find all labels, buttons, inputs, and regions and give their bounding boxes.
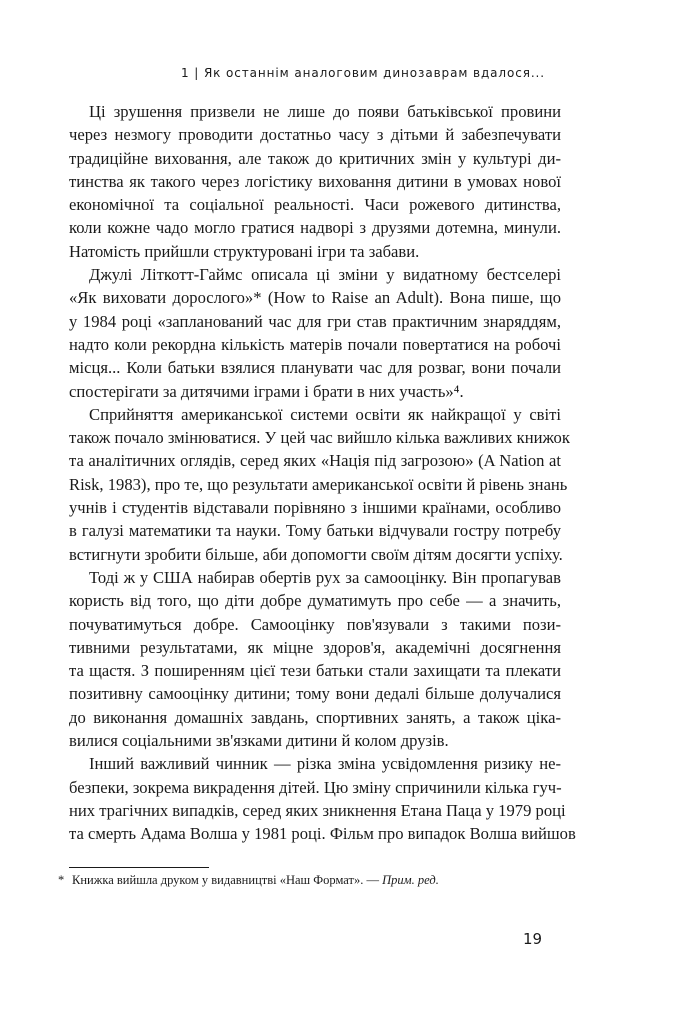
footnote-mark: *: [58, 873, 65, 887]
text-line: місця... Коли батьки взялися планувати час для розваг, вони почали: [69, 358, 561, 378]
text-line: них трагічних випадків, серед яких зникнення Етана Паца у 1979 році: [69, 800, 566, 820]
text-line: та аналітичних оглядів, серед яких «Нація під загрозою» (A Nation at: [69, 451, 561, 471]
text-line: «Як виховати дорослого»* (How to Raise an Adult). Вона пише, що: [69, 288, 561, 308]
text-line: тинства як такого через логістику виховання дитини в умовах нової: [69, 171, 561, 191]
footnote: [58, 873, 439, 888]
footnote-divider: [69, 867, 209, 868]
text-line: учнів і студентів відставали порівняно з іншими країнами, особливо: [69, 498, 561, 518]
text-line: Ці зрушення призвели не лише до появи батьківської провини: [89, 102, 561, 121]
text-line: Натомість прийшли структуровані ігри та забави.: [69, 241, 420, 261]
text-line: у 1984 році «запланований час для гри став практичним знаряддям,: [69, 311, 561, 331]
footnote-text: Книжка вийшла друком у видавництві «Наш Формат». —: [72, 873, 383, 887]
running-head: 1 | Як останнім аналоговим динозаврам вдалося...: [181, 66, 545, 80]
text-line: тивними результатами, як міцне здоров'я, академічні досягнення: [69, 637, 561, 657]
text-line: вилися соціальними зв'язками дитини й колом друзів.: [69, 731, 449, 751]
text-line: та щастя. З поширенням цієї тези батьки стали захищати та плекати: [69, 661, 561, 681]
text-line: Джулі Літкотт-Гаймс описала ці зміни у видатному бестселері: [89, 265, 561, 285]
text-line: спостерігати за дитячими іграми і брати в них участь»⁴.: [69, 381, 464, 401]
text-line: також почало змінюватися. У цей час вийшло кілька важливих книжок: [69, 428, 570, 448]
body-text: [69, 100, 576, 846]
text-line: економічної та соціальної реальності. Часи рожевого дитинства,: [69, 195, 561, 215]
text-line: безпеки, зокрема викрадення дітей. Цю зміну спричинили кілька гуч-: [69, 777, 562, 797]
text-line: позитивну самооцінку дитини; тому вони дедалі більше долучалися: [69, 684, 561, 704]
text-line: Risk, 1983), про те, що результати американської освіти й рівень знань: [69, 474, 568, 494]
text-line: Інший важливий чинник — різка зміна усвідомлення ризику не-: [89, 754, 561, 774]
text-line: встигнути зробити більше, аби допомогти своїм дітям досягти успіху.: [69, 544, 563, 564]
text-line: Сприйняття американської системи освіти як найкращої у світі: [89, 404, 561, 424]
text-line: та смерть Адама Волша у 1981 році. Фільм про випадок Волша вийшов: [69, 824, 576, 844]
text-line: в галузі математики та науки. Тому батьки відчували гостру потребу: [69, 521, 561, 541]
text-line: надто коли рекордна кількість матерів почали повертатися на робочі: [69, 334, 561, 354]
text-line: традиційне виховання, але також до критичних змін у культурі ди-: [69, 148, 561, 168]
text-line: почуватимуться добре. Самооцінку пов'язували з такими пози-: [69, 614, 561, 634]
text-line: користь від того, що діти добре думатимуть про себе — а значить,: [69, 591, 561, 611]
text-line: до виконання домашніх завдань, спортивних занять, а також ціка-: [69, 707, 561, 727]
page-number: 19: [523, 930, 543, 948]
text-line: Тоді ж у США набирав обертів рух за самооцінку. Він пропагував: [89, 567, 561, 587]
text-line: коли кожне чадо могло гратися надворі з друзями дотемна, минули.: [69, 218, 561, 238]
text-line: через незмогу проводити достатньо часу з дітьми й забезпечувати: [69, 125, 561, 145]
footnote-editor-note: Прим. ред.: [382, 873, 439, 887]
